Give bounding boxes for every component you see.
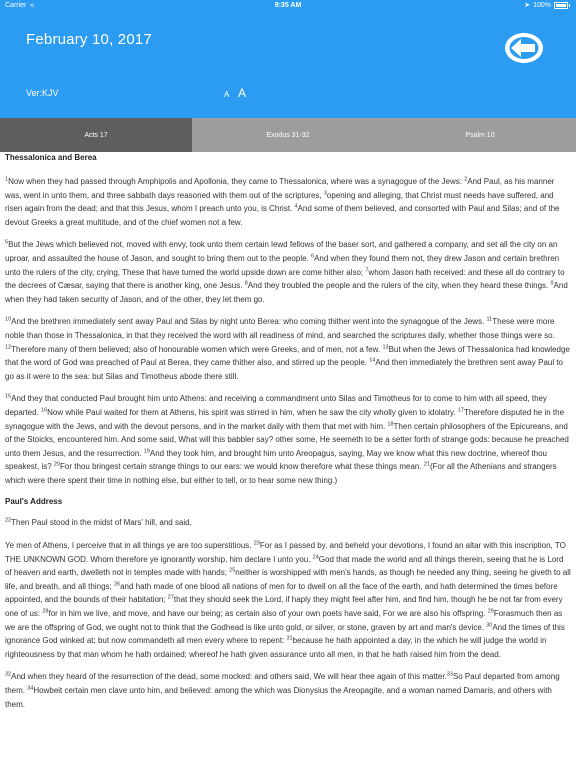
verse-number: 26: [113, 581, 121, 588]
verse-number: 32: [5, 671, 12, 678]
verse-paragraph: [5, 175, 571, 229]
header: [0, 12, 576, 118]
location-icon: ➤: [524, 2, 531, 9]
verse-number: 29: [487, 608, 494, 615]
verse-number: 20: [53, 461, 61, 468]
verse-paragraph: [5, 238, 571, 306]
verse-number: 13: [382, 343, 389, 350]
verse-text: that they should seek the Lord, if haply they might feel after him, and find him, though he be not far from every one of us:: [5, 595, 563, 619]
verse-text: And they troubled the people and the rulers of the city, when they heard these things.: [247, 281, 551, 291]
verse-text: And when they had taken security of Jason, and of the other, they let them go.: [5, 281, 568, 304]
verse-number: 28: [42, 608, 49, 615]
verse-paragraph: [5, 516, 571, 530]
verse-text: For thou bringest certain strange things to our ears: we would know therefore what these things mean.: [60, 462, 424, 472]
verse-number: 6: [311, 253, 315, 260]
tab-exodus-31-32[interactable]: Exodus 31-32: [192, 118, 384, 152]
verse-text: And some of them believed, and consorted with Paul and Silas; and of the devout Greeks a great multitude, and of the chief women not a few.: [5, 204, 560, 227]
verse-number: 30: [486, 621, 493, 628]
verse-paragraph: [5, 670, 571, 711]
verse-text: Now while Paul waited for them at Athens, his spirit was stirred in him, when he saw the city wholly given to idolatry.: [47, 407, 458, 417]
back-arrow-icon[interactable]: [502, 30, 546, 66]
verse-paragraph: [5, 392, 571, 487]
status-time: 9:35 AM: [274, 2, 302, 9]
verse-text: And when they found them not, they drew Jason and certain brethren unto the rulers of the city, crying, These that have turned the world upside down are come hither also;: [5, 253, 560, 277]
verse-text: opening and alleging, that Christ must needs have suffered, and risen again from the dead; and that this Jesus, whom I preach unto you, is Christ.: [5, 190, 554, 214]
decrease-font-button[interactable]: A: [224, 90, 230, 99]
status-bar: [0, 0, 576, 12]
verse-number: 17: [457, 407, 464, 414]
verse-text: and hath made of one blood all nations of men for to dwell on all the face of the earth, and hath determined the times before appointed, and the bounds of their habitation;: [5, 581, 558, 605]
verse-text: Then Paul stood in the midst of Mars' hill, and said,: [11, 518, 192, 528]
verse-text: But when the Jews of Thessalonica had knowledge that the word of God was preached of Paul at Berea, they came thither also, and stirred up the people.: [5, 344, 570, 368]
verse-text: neither is worshipped with men's hands, as though he needed any thing, seeing he giveth to all life, and breath, and all things;: [5, 568, 571, 591]
verse-text: for in him we live, and move, and have our being; as certain also of your own poets have said, For we are also his offspring.: [48, 609, 488, 619]
battery-icon: [554, 2, 568, 9]
carrier-label: Carrier: [5, 2, 27, 9]
verse-number: 21: [423, 461, 430, 468]
verse-number: 4: [294, 203, 298, 210]
verse-number: 9: [550, 280, 554, 287]
verse-number: 10: [5, 316, 12, 323]
verse-text: Howbeit certain men clave unto him, and believed: among the which was Dionysius the Areopagite, and a woman named Damaris, and others with them.: [5, 686, 552, 709]
verse-text: And the times of this ignorance God winked at; but now commandeth all men every where to repent:: [5, 622, 565, 646]
verse-text: Now when they had passed through Amphipolis and Apollonia, they came to Thessalonica, where was a synagogue of the Jews:: [8, 177, 465, 186]
status-right: [524, 1, 570, 9]
verse-number: 14: [369, 357, 376, 364]
verse-text: because he hath appointed a day, in the which he will judge the world in righteousness by that man whom he hath ordained; whereof he hath given assurance unto all men, in that he hath raised him from the dead.: [5, 636, 547, 659]
tab-psalm-10[interactable]: Psalm 10: [384, 118, 576, 152]
verse-text: Then certain philosophers of the Epicureans, and of the Stoicks, encountered him. And some said, What will this babbler say? other some, He seemeth to be a setter forth of strange gods: because he preached unto them Jesus, and the resurrection.: [5, 421, 569, 458]
verse-number: 25: [229, 567, 236, 574]
verse-text: These were more noble than those in Thessalonica, in that they received the word with all readiness of mind, and searched the scriptures daily, whether those things were so.: [5, 317, 555, 340]
verse-number: 12: [5, 343, 12, 350]
reading-date: February 10, 2017: [26, 31, 152, 48]
verse-paragraph: [5, 315, 571, 383]
verse-paragraph: [5, 539, 571, 661]
verse-number: 18: [387, 420, 394, 427]
verse-number: 27: [167, 594, 174, 601]
verse-number: 31: [286, 635, 293, 642]
verse-number: 8: [244, 280, 248, 287]
verse-text: And the brethren immediately sent away Paul and Silas by night unto Berea: who coming thither went into the synagogue of the Jews.: [11, 317, 487, 327]
verse-text: (For all the Athenians and strangers which were there spent their time in nothing else, but either to tell, or to hear some new thing.): [5, 462, 557, 485]
verse-text: Therefore disputed he in the synagogue with the Jews, and with the devout persons, and in the market daily with them that met with him.: [5, 407, 565, 431]
verse-text: So Paul departed from among them.: [5, 672, 560, 695]
battery-percent: 100%: [533, 1, 551, 9]
verse-text: Forasmuch then as we are the offspring of God, we ought not to think that the Godhead is like unto gold, or silver, or stone, graven by art and man's device.: [5, 609, 563, 632]
verse-number: 33: [446, 671, 453, 678]
verse-number: 34: [27, 685, 34, 692]
section-title: Thessalonica and Berea: [5, 153, 97, 162]
scripture-content[interactable]: [0, 152, 576, 768]
verse-number: 24: [312, 554, 319, 560]
verse-text: And Paul, as his manner was, went in unto them, and three sabbath days reasoned with them out of the scriptures,: [5, 177, 555, 200]
verse-number: 5: [5, 239, 9, 246]
verse-text: Therefore many of them believed; also of honourable women which were Greeks, and of men, not a few.: [11, 344, 383, 354]
verse-number: 16: [41, 407, 48, 414]
verse-number: 2: [464, 176, 468, 183]
verse-number: 3: [323, 189, 327, 196]
verse-text: But the Jews which believed not, moved with envy, took unto them certain lewd fellows of the baser sort, and gathered a company, and set all the city on an uproar, and assaulted the house of Jason, and sought to bring them out to the people.: [5, 240, 558, 263]
section-title: Paul's Address: [5, 497, 63, 507]
verse-number: 7: [365, 266, 369, 273]
verse-number: 19: [143, 448, 150, 455]
verse-number: 11: [486, 316, 493, 323]
verse-text: whom Jason hath received: and these all do contrary to the decrees of Cæsar, saying that there is another king, one Jesus.: [5, 267, 565, 291]
verse-text: And then immediately the brethren sent away Paul to go as it were to the sea: but Silas and Timotheus abode there still.: [5, 358, 564, 381]
verse-text: And when they heard of the resurrection of the dead, some mocked: and others said, We will hear thee again of this matter.: [11, 672, 447, 682]
wifi-icon: ≈: [30, 1, 35, 10]
verse-number: 15: [5, 393, 12, 400]
increase-font-button[interactable]: A: [238, 86, 247, 100]
tab-acts-17[interactable]: Acts 17: [0, 118, 192, 152]
reading-tabs: [0, 118, 576, 152]
verse-number: 22: [5, 517, 12, 524]
verse-text: And they that conducted Paul brought him unto Athens: and receiving a commandment unto Silas and Timotheus for to come to him with all speed, they departed.: [5, 394, 547, 417]
verse-number: 1: [5, 176, 9, 183]
verse-text: And they took him, and brought him unto Areopagus, saying, May we know what this new doctrine, whereof thou speakest, is?: [5, 448, 547, 472]
verse-text: Ye men of Athens, I perceive that in all things ye are too superstitious.: [5, 541, 254, 551]
verse-text: God that made the world and all things therein, seeing that he is Lord of heaven and earth, dwelleth not in temples made with hands;: [5, 554, 564, 578]
verse-text: For as I passed by, and beheld your devotions, I found an altar with this inscription, TO THE UNKNOWN GOD. Whom therefore ye ignorantly worship, him declare I unto you.: [5, 541, 566, 564]
bible-version-selector[interactable]: Ver:KJV: [26, 88, 59, 98]
battery-tip: [569, 4, 570, 7]
verse-number: 23: [253, 540, 260, 547]
